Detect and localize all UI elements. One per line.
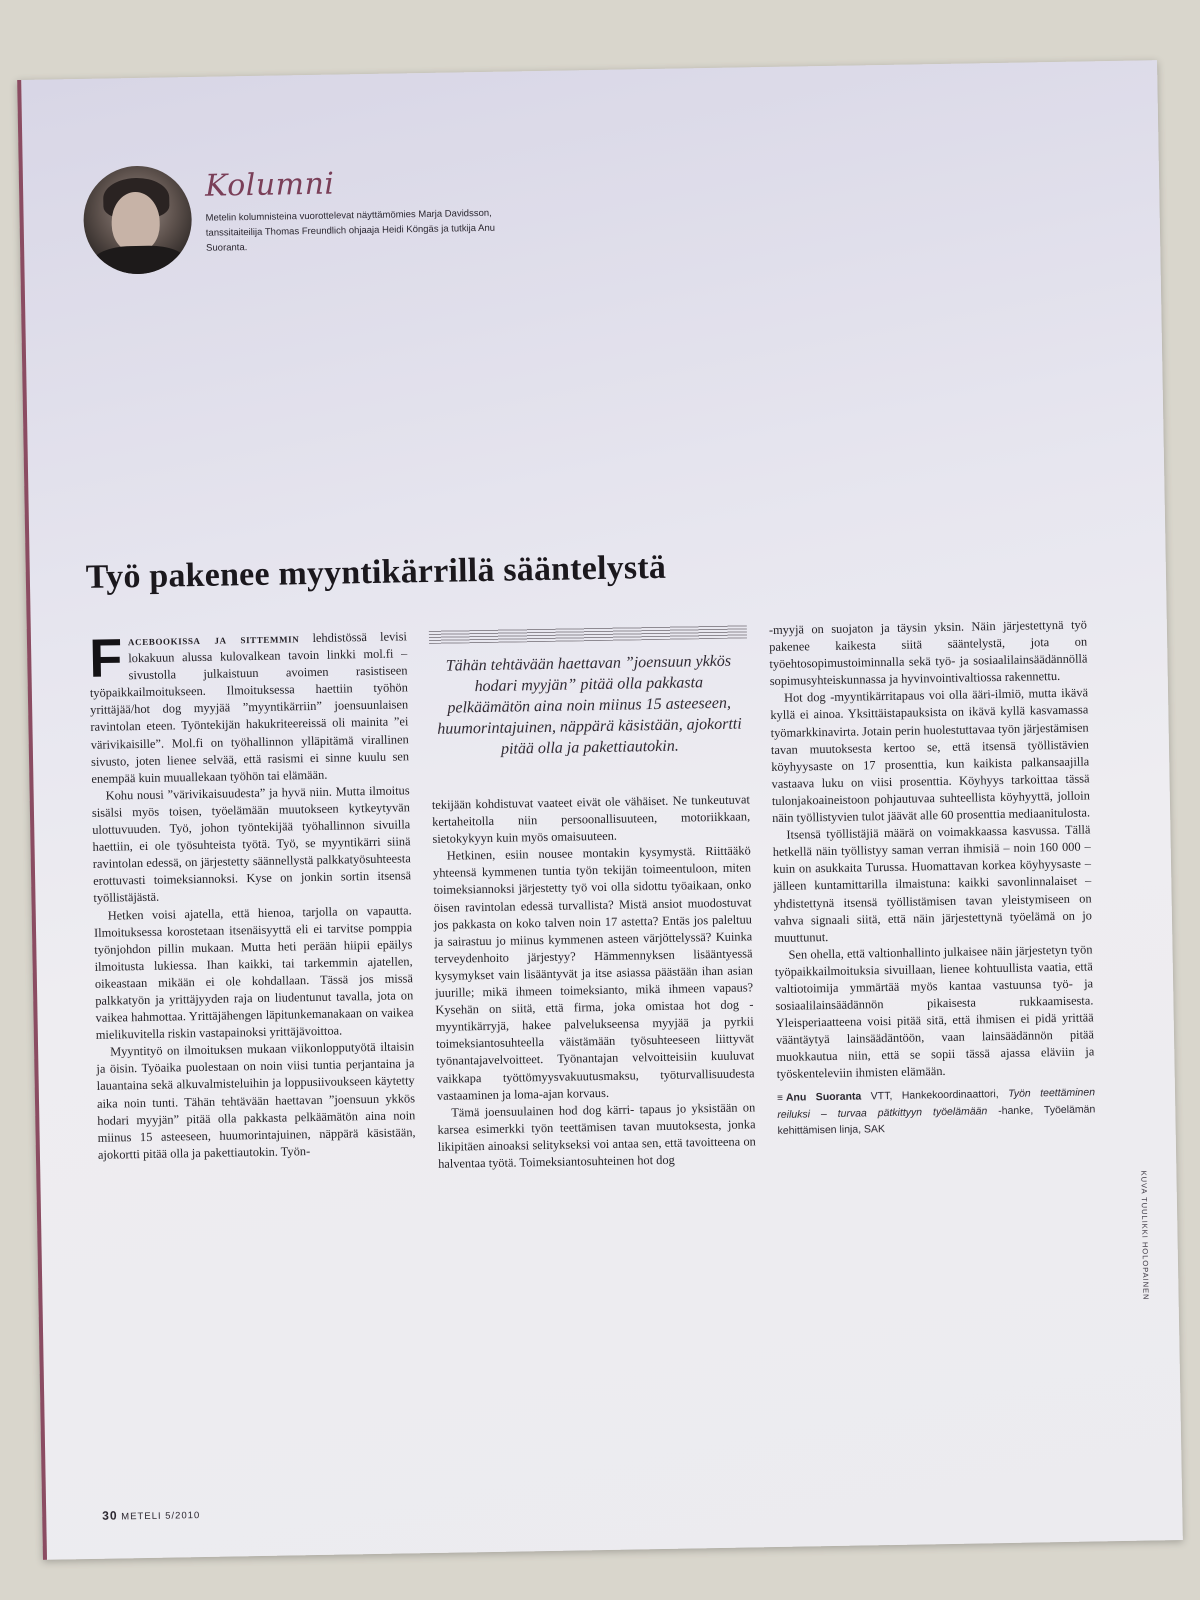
drop-cap: F [88, 628, 123, 689]
author-degree: VTT, [870, 1089, 893, 1102]
article-paragraph: tekijään kohdistuvat vaateet eivät ole vähäiset. Ne tunkeutuvat kertaheitolla niin persoonallisuuteen, motoriikkaan, sietokykyyn kuin myös omaisuuteen. [431, 792, 751, 847]
section-title: Kolumni [204, 166, 335, 204]
project-name: Työn teettäminen reiluksi – turvaa pätkittyyn työelämään [777, 1085, 1096, 1121]
article-paragraph: Hetkinen, esiin nousee montakin kysymystä. Riittääkö yhteensä kymmenen tuntia työn tekijän toimeentuloon, miten toimeksiannoksi järjestetty työ voi olla sidottu työaikaan, onko öisen ravintolan edessä turvallista? Mistä ansiot muodostuvat jos pakkasta on koko talven noin 17 astetta? Entäs jos paleltuu ja sairastuu jo miinus kymmenen asteen värjöttelyssä? Kuinka terveydenhoito järjestyy? Hämmennyksen lisääntyessä kysymykset vain lisääntyvät ja itse asiassa päästään ihan asian juurille; mikä ihmeen toimeksianto, mikä ihmeen vapaus? Kysehän on siitä, että firma, joka omistaa hot dog -myyntikärryjä, hakee palvelukseensa myyjää ja pyrkii toimeksiantosuhteella väistämään työsuhteeseen liittyvät työnantajavelvoitteet. Työnantajan velvoitteisiin kuuluvat vaikkapa työttömyysvakuutusmaksu, työturvallisuudesta vastaaminen ja loma-ajan korvaus. [432, 843, 755, 1103]
article-paragraph: Tämä joensuulainen hod dog kärri- tapaus jo yksistään on karsea esimerkki työn teettämisen tavan muutoksesta, jonka likipitäen ainoaksi selitykseksi voi antaa sen, että tavoitteena on halventaa työtä. Toimeksiantosuhteinen hot dog [437, 1100, 756, 1171]
article-paragraph: Itsensä työllistäjiä määrä on voimakkaassa kasvussa. Tällä hetkellä näin työllistyy saman verran ihmisiä – noin 160 000 – kuin on asukkaita Turussa. Huomattavan korkea köyhyysaste – jälleen kuntamittarilla ilmaistuna: kaikki savonlinnalaiset – yhdistettynä itsensä työllistämisen tavan yleistymiseen on vahva signaali siitä, että näin järjestettynä työelämä on jo muuttunut. [772, 822, 1093, 945]
article-column-3 [769, 616, 1096, 1138]
author-signature [777, 1084, 1096, 1139]
article-paragraph: -myyjä on suojaton ja täysin yksin. Näin järjestettynä työ pakenee kaikesta siitä sääntelystä, jota on työehtosopimustoiminnalla sekä työ- ja sosiaalilainsäädännöllä sopimusyhteiskunnassa ja hyvinvointivaltiossa rakennettu. [768, 617, 1088, 689]
article-paragraph: Myyntityö on ilmoituksen mukaan viikonlopputyötä iltaisin ja öisin. Työaika puolestaan on noin viisi tuntia perjantaina ja lauantaina sekä alkuvalmisteluihin ja loppusiivoukseen käytetty aika noin tunti. Tähän tehtävään haettavan ”joensuun ykkös hodari myyjän” pitää olla pakkasta pelkäämätön aina noin miinus 15 asteeseen, huumorintajuinen, näppärä käsistään, ajokortti pitää olla ja pakettiautokin. Työn- [96, 1039, 416, 1162]
article-paragraph: Kohu nousi ”värivikaisuudesta” ja hyvä niin. Mutta ilmoitus sisälsi myös toisen, työelämään muutokseen kytkeytyvän ulottuvuuden. Työ, johon työntekijää työhallinnon sivuilla haettiin, ei ole työsuhteista työtä. Työ, se myyntikärri siinä ravintolan edessä, on järjestetty säännellystä palkkatyösuhteesta erottuvasti toimeksiannoksi. Kyse on jonkin sortin itsensä työllistäjästä. [91, 783, 412, 906]
author-affiliation: -hanke, Työelämän kehittämisen linja, SAK [777, 1102, 1096, 1137]
article-paragraph: Facebookissa ja sittemmin lehdistössä levisi lokakuun alussa kulovalkean tavoin linkki mol.fi – sivustolla julkaistuun avoimen rasistiseen työpaikkailmoitukseen. Ilmoituksessa haettiin työhön yrittäjää/hot dog myyjää ”myyntikärriin” joensuunlaisen ravintolan eteen. Työntekijän hakukriteereissä oli mainita ”ei värivikaisille”. Mol.fi on työhallinnon ylläpitämä virallinen sivusto, joten lienee selvää, että rasismi ei sinne kuulu sen enempää kuin muuallekaan työhön tai elämään. [88, 628, 410, 786]
columnist-avatar [83, 165, 193, 275]
article-paragraph: Hot dog -myyntikärritapaus voi olla ääri-ilmiö, mutta ikävä kyllä ei ainoa. Yksittäistapauksista on ikävä kyllä kasvamassa työmarkkinavirta. Jotain perin huolestuttavaa työn järjestämisen tavan muutoksesta kertoo se, että itsensä työllistävien köyhyysaste on 17 prosenttia, kun kaikista palkansaajilla vastaava luku on viisi prosenttia. Köyhyys tarkoittaa tässä tulonjakoaineistoon pohjautuvaa suhteellista köyhyyttä, jolloin näin työllistyvien tulot jäävät alle 60 prosenttia mediaanitulosta. [770, 685, 1091, 826]
article-column-1 [89, 628, 416, 1163]
author-name: Anu Suoranta [785, 1090, 862, 1104]
section-description: Metelin kolumnisteina vuorottelevat näyttämömies Marja Davidsson, tanssitaiteilija Thomas Freundlich ohjaaja Heidi Köngäs ja tutkija Anu Suoranta. [205, 207, 496, 254]
pullquote: Tähän tehtävään haettavan ”joensuun ykkös hodari myyjän” pitää olla pakkasta pelkäämätön aina noin miinus 15 asteeseen, huumorintajuinen, näppärä käsistään, ajokortti pitää olla ja pakettiautokin. [437, 652, 742, 758]
photo-credit: KUVA TUULIKKI HOLOPAINEN [1139, 1170, 1151, 1301]
article-paragraph: Hetken voisi ajatella, että hienoa, tarjolla on vapautta. Ilmoituksessa korostetaan itsenäisyyttä eli ei tarvitse pomppia työnjohdon pillin mukaan. Mutta heti perään hiipii epäilys ilmoitusta lukiessa. Ihan kaikki, tai tarkemmin ajatellen, oikeastaan mikään ei ole kohdallaan. Tässä jos missä palkkatyön ja yrittäjyyden raja on liudentunut tavalla, jota on vaikea hahmottaa. Yrittäjähengen läpitunkemanakaan on vaikea mielikuvitella riskin vastapainoksi yrittäjävoittoa. [93, 902, 414, 1042]
article-paragraph: Sen ohella, että valtionhallinto julkaisee näin järjestetyn työn työpaikkailmoituksia sivuillaan, lienee kohtuullista vaatia, että valtiotoimija ymmärtää myös kantaa vastuunsa työ- ja sosiaalilainsäädännön pikaisesta rukkaamisesta. Yleisperiaatteena voisi pitää sitä, että ihmisen ei pidä yrittää vääntäytyä lainsäädäntöön, vaan lainsäädännön pitää muokkautua niin, että se sopii tässä ajassa eläviin ja työskenteleviin ihmisten elämään. [774, 942, 1095, 1082]
page-number: 30 [102, 1508, 118, 1523]
column-header [83, 159, 565, 287]
publication-name: METELI 5/2010 [121, 1510, 201, 1523]
article-headline: Työ pakenee myyntikärrillä sääntelystä [85, 548, 667, 596]
magazine-page [17, 60, 1183, 1560]
page-footer [102, 1507, 200, 1523]
author-role: Hankekoordinaattori, [901, 1087, 999, 1102]
article-column-2 [429, 622, 756, 1173]
pullquote-rule [429, 624, 747, 644]
lead-smallcaps: acebookissa ja sittemmin [127, 631, 300, 649]
signature-marker: ≡ [776, 1092, 783, 1104]
